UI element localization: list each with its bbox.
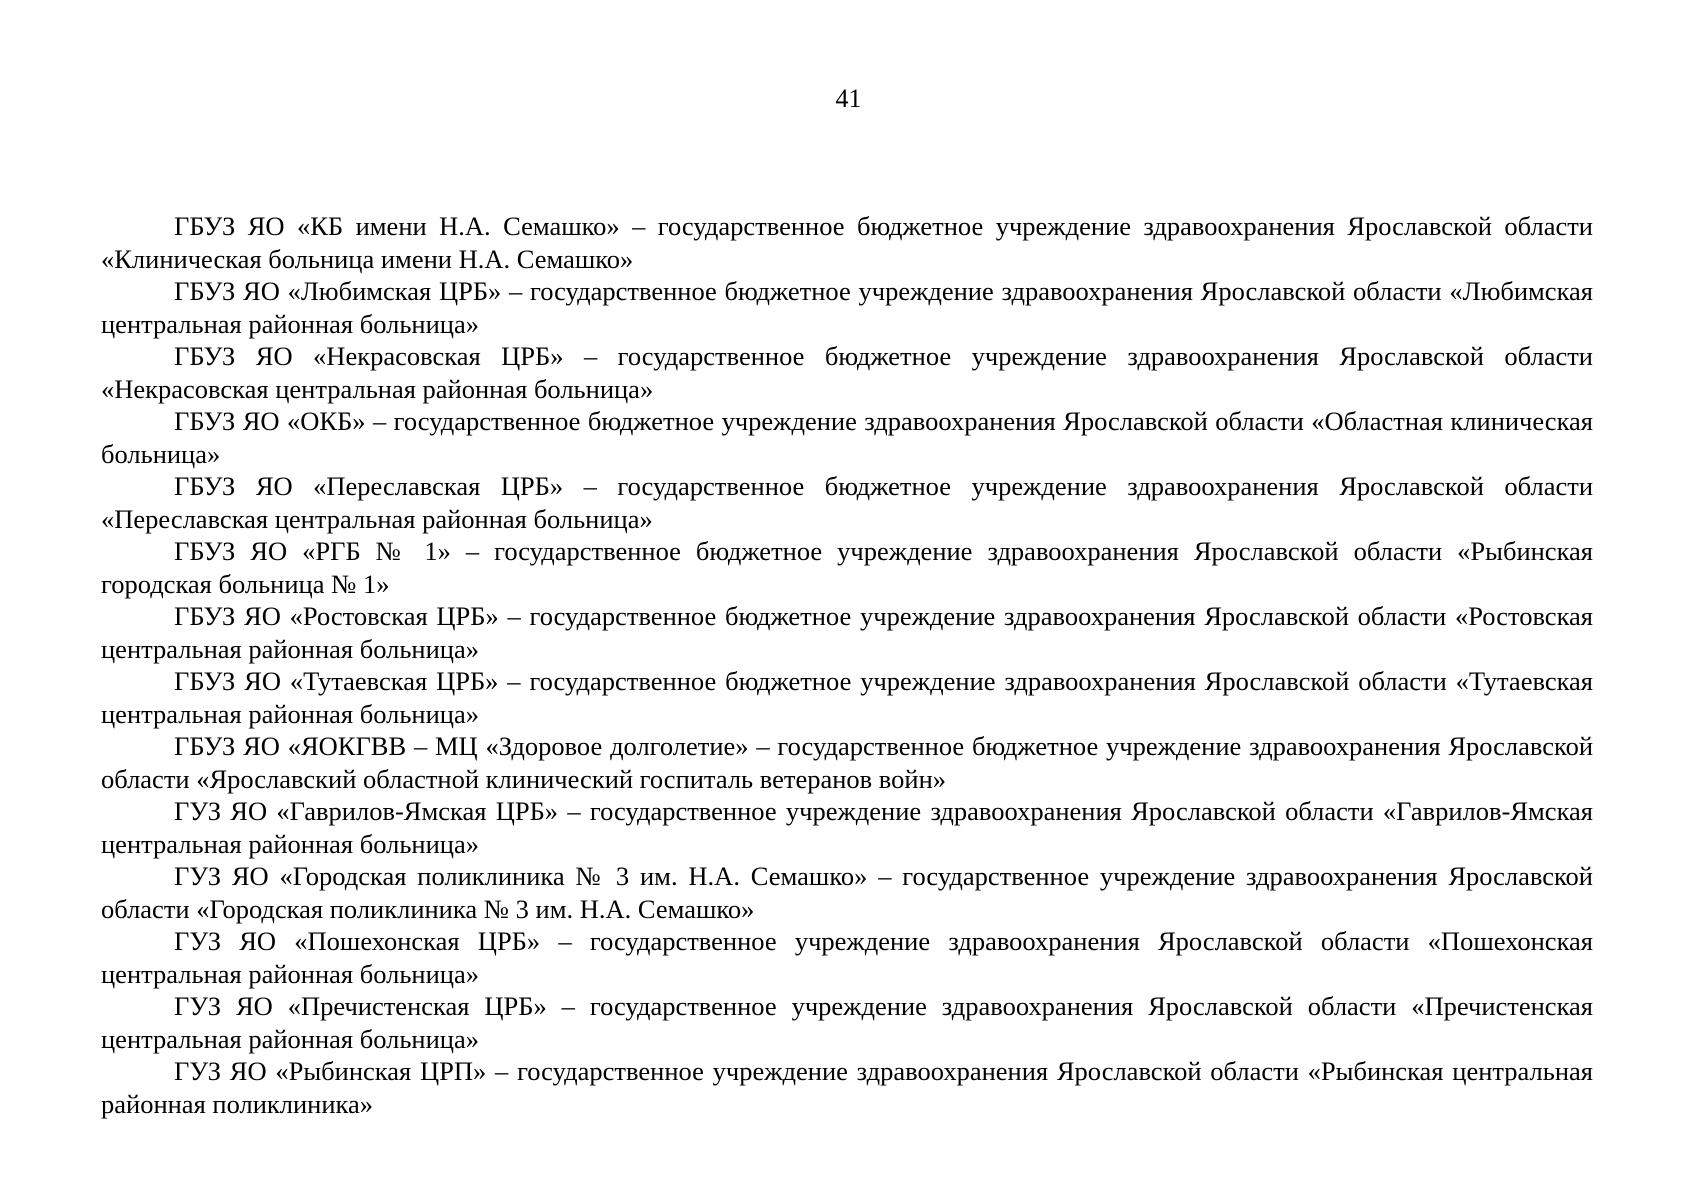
list-item: ГБУЗ ЯО «ОКБ» – государственное бюджетное учреждение здравоохранения Ярославской области «Областная клиническая больница» — [101, 406, 1593, 469]
list-item: ГБУЗ ЯО «Некрасовская ЦРБ» – государственное бюджетное учреждение здравоохранения Ярославской области «Некрасовская центральная районная больница» — [101, 341, 1593, 404]
abbreviation-list — [101, 210, 1593, 1120]
list-item: ГУЗ ЯО «Рыбинская ЦРП» – государственное учреждение здравоохранения Ярославской области «Рыбинская центральная районная поликлиника» — [101, 1056, 1593, 1119]
list-item: ГБУЗ ЯО «Переславская ЦРБ» – государственное бюджетное учреждение здравоохранения Ярославской области «Переславская центральная районная больница» — [101, 471, 1593, 534]
page-number: 41 — [835, 84, 862, 113]
list-item: ГУЗ ЯО «Городская поликлиника № 3 им. Н.А. Семашко» – государственное учреждение здравоохранения Ярославской области «Городская поликлиника № 3 им. Н.А. Семашко» — [101, 861, 1593, 924]
list-item: ГБУЗ ЯО «РГБ № 1» – государственное бюджетное учреждение здравоохранения Ярославской области «Рыбинская городская больница № 1» — [101, 536, 1593, 599]
list-item: ГБУЗ ЯО «Тутаевская ЦРБ» – государственное бюджетное учреждение здравоохранения Ярославской области «Тутаевская центральная районная больница» — [101, 666, 1593, 729]
list-item: ГБУЗ ЯО «ЯОКГВВ – МЦ «Здоровое долголетие» – государственное бюджетное учреждение здравоохранения Ярославской области «Ярославский областной клинический госпиталь ветеранов войн» — [101, 731, 1593, 794]
list-item: ГБУЗ ЯО «Любимская ЦРБ» – государственное бюджетное учреждение здравоохранения Ярославской области «Любимская центральная районная больница» — [101, 276, 1593, 339]
list-item: ГБУЗ ЯО «Ростовская ЦРБ» – государственное бюджетное учреждение здравоохранения Ярославской области «Ростовская центральная районная больница» — [101, 601, 1593, 664]
list-item: ГУЗ ЯО «Пречистенская ЦРБ» – государственное учреждение здравоохранения Ярославской области «Пречистенская центральная районная больница» — [101, 991, 1593, 1054]
list-item: ГБУЗ ЯО «КБ имени Н.А. Семашко» – государственное бюджетное учреждение здравоохранения Ярославской области «Клиническая больница имени Н.А. Семашко» — [101, 211, 1593, 274]
list-item: ГУЗ ЯО «Пошехонская ЦРБ» – государственное учреждение здравоохранения Ярославской области «Пошехонская центральная районная больница» — [101, 926, 1593, 989]
list-item: ГУЗ ЯО «Гаврилов-Ямская ЦРБ» – государственное учреждение здравоохранения Ярославской области «Гаврилов-Ямская центральная районная больница» — [101, 796, 1593, 859]
